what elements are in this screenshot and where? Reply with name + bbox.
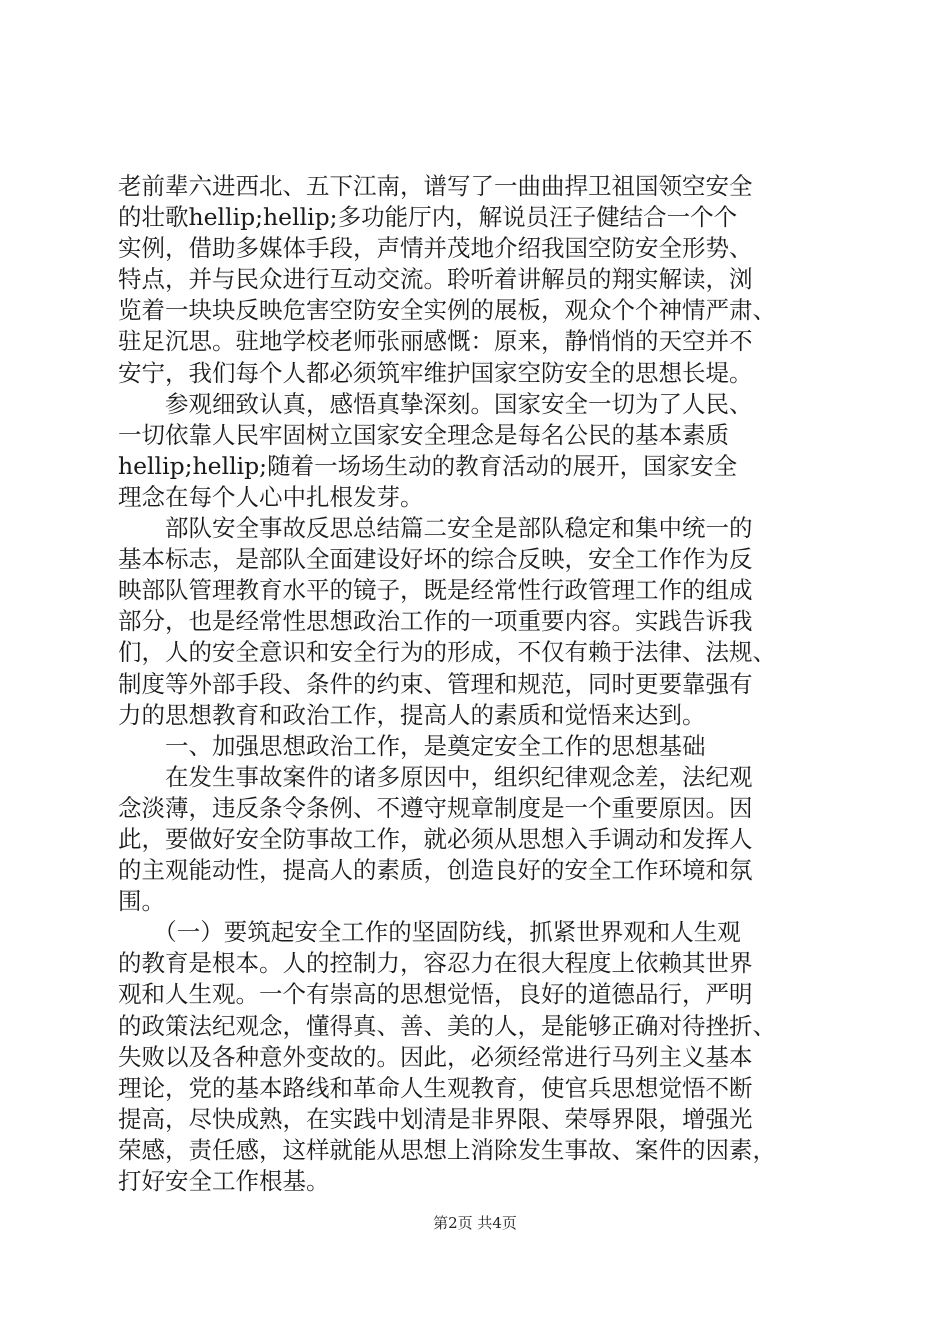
page-footer: 第2页 共4页 xyxy=(433,1214,517,1232)
text-line: 提高，尽快成熟，在实践中划清是非界限、荣辱界限，增强光 xyxy=(118,1104,753,1133)
text-line: （一）要筑起安全工作的坚固防线，抓紧世界观和人生观 xyxy=(118,918,741,947)
text-line: 基本标志，是部队全面建设好坏的综合反映，安全工作作为反 xyxy=(118,545,753,574)
text-line: 特点，并与民众进行互动交流。聆听着讲解员的翔实解读，浏 xyxy=(118,265,753,294)
text-line: 一、加强思想政治工作，是奠定安全工作的思想基础 xyxy=(118,731,706,760)
text-line: 部队安全事故反思总结篇二安全是部队稳定和集中统一的 xyxy=(118,514,753,543)
text-line: 的主观能动性，提高人的素质，创造良好的安全工作环境和氛 xyxy=(118,856,753,885)
text-line: 老前辈六进西北、五下江南，谱写了一曲曲捍卫祖国领空安全 xyxy=(118,172,753,200)
text-line: 理念在每个人心中扎根发芽。 xyxy=(118,482,424,511)
text-line: 的政策法纪观念，懂得真、善、美的人，是能够正确对待挫折、 xyxy=(118,1011,776,1040)
text-line: 览着一块块反映危害空防安全实例的展板，观众个个神情严肃、 xyxy=(118,296,776,325)
text-line: 打好安全工作根基。 xyxy=(118,1167,330,1195)
text-line: 力的思想教育和政治工作，提高人的素质和觉悟来达到。 xyxy=(118,700,706,729)
text-line: 失败以及各种意外变故的。因此，必须经常进行马列主义基本 xyxy=(118,1042,753,1071)
text-line: 的壮歌hellip;hellip;多功能厅内，解说员汪子健结合一个个 xyxy=(118,203,738,232)
text-line: 荣感，责任感，这样就能从思想上消除发生事故、案件的因素， xyxy=(118,1135,776,1164)
text-line: 驻足沉思。驻地学校老师张丽感慨：原来，静悄悄的天空并不 xyxy=(118,327,753,356)
text-line: 们，人的安全意识和安全行为的形成，不仅有赖于法律、法规、 xyxy=(118,638,776,667)
text-line: 部分，也是经常性思想政治工作的一项重要内容。实践告诉我 xyxy=(118,607,753,636)
text-line: 实例，借助多媒体手段，声情并茂地介绍我国空防安全形势、 xyxy=(118,234,753,263)
text-line: 理论，党的基本路线和革命人生观教育，使官兵思想觉悟不断 xyxy=(118,1073,753,1102)
text-line: 在发生事故案件的诸多原因中，组织纪律观念差，法纪观 xyxy=(118,762,753,791)
text-line: 制度等外部手段、条件的约束、管理和规范，同时更要靠强有 xyxy=(118,669,753,698)
text-line: 此，要做好安全防事故工作，就必须从思想入手调动和发挥人 xyxy=(118,824,753,853)
text-line: 参观细致认真，感悟真挚深刻。国家安全一切为了人民、 xyxy=(118,389,753,418)
text-line: 观和人生观。一个有崇高的思想觉悟，良好的道德品行，严明 xyxy=(118,980,753,1009)
text-line: 映部队管理教育水平的镜子，既是经常性行政管理工作的组成 xyxy=(118,576,753,605)
text-line: 安宁，我们每个人都必须筑牢维护国家空防安全的思想长堤。 xyxy=(118,358,753,387)
text-line: 一切依靠人民牢固树立国家安全理念是每名公民的基本素质 xyxy=(118,420,729,449)
text-line: 念淡薄，违反条令条例、不遵守规章制度是一个重要原因。因 xyxy=(118,793,753,822)
body-text xyxy=(118,171,830,1197)
text-line: 围。 xyxy=(118,887,165,916)
text-line: 的教育是根本。人的控制力，容忍力在很大程度上依赖其世界 xyxy=(118,949,753,978)
text-line: hellip;hellip;随着一场场生动的教育活动的展开，国家安全 xyxy=(118,451,738,480)
